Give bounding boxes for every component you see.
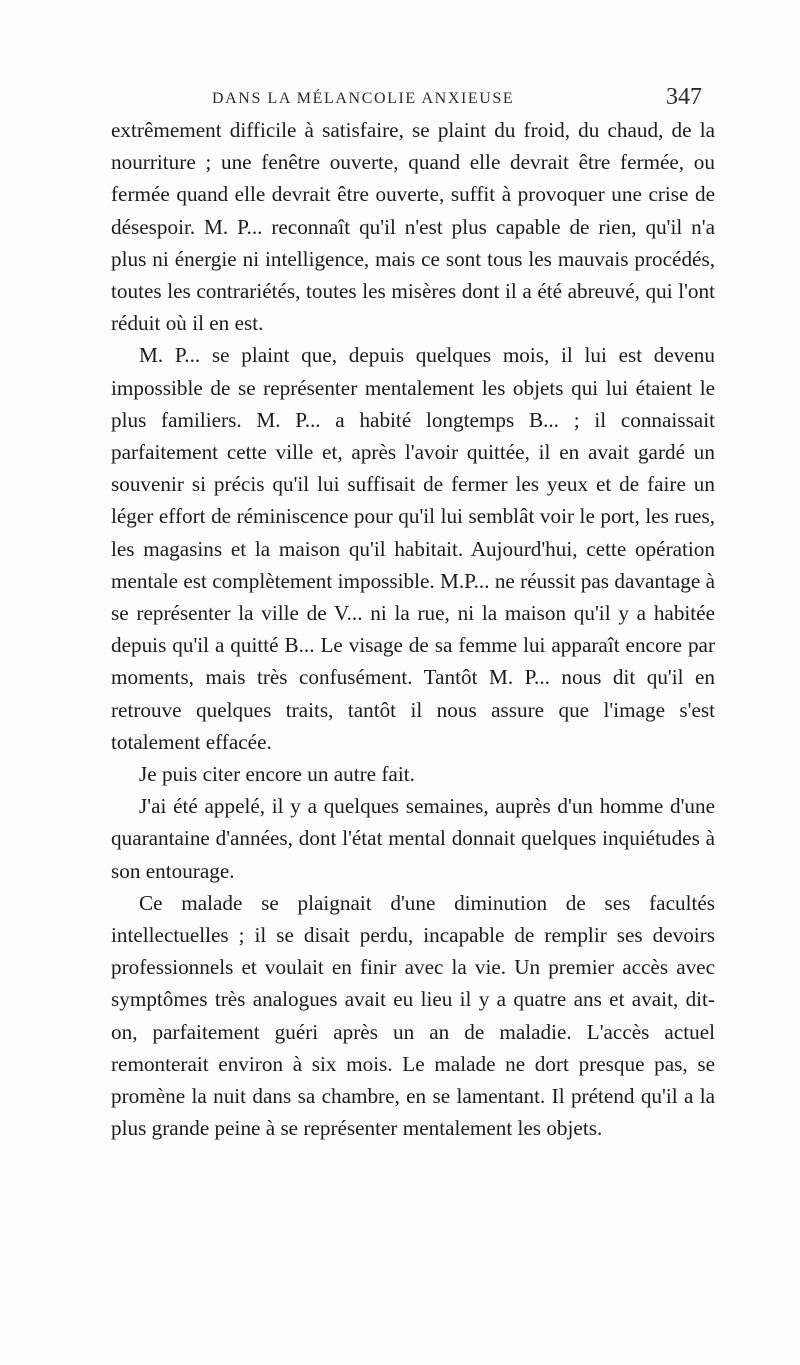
running-title: DANS LA MÉLANCOLIE ANXIEUSE (212, 90, 515, 107)
body-text (111, 114, 715, 1145)
page-number: 347 (666, 84, 702, 110)
page-header (212, 86, 702, 116)
paragraph: M. P... se plaint que, depuis quelques mois, il lui est devenu impossible de se représenter mentalement les objets qui lui étaient le plus familiers. M. P... a habité longtemps B... ; il connaissait parfaitement cette ville et, après l'avoir quittée, il en avait gardé un souvenir si précis qu'il lui suffisait de fermer les yeux et de faire un léger effort de réminiscence pour qu'il lui semblât voir le port, les rues, les magasins et la maison qu'il habitait. Aujourd'hui, cette opération mentale est complètement impossible. M.P... ne réussit pas davantage à se représenter la ville de V... ni la rue, ni la maison qu'il y a habitée depuis qu'il a quitté B... Le visage de sa femme lui apparaît encore par moments, mais très confusément. Tantôt M. P... nous dit qu'il en retrouve quelques traits, tantôt il nous assure que l'image s'est totalement effacée. (111, 343, 715, 754)
paragraph: Ce malade se plaignait d'une diminution de ses facultés intellectuelles ; il se disait perdu, incapable de remplir ses devoirs professionnels et voulait en finir avec la vie. Un premier accès avec symptômes très analogues avait eu lieu il y a quatre ans et avait, dit-on, parfaitement guéri après un an de maladie. L'accès actuel remonterait environ à six mois. Le malade ne dort presque pas, se promène la nuit dans sa chambre, en se lamentant. Il prétend qu'il a la plus grande peine à se représenter mentalement les objets. (111, 890, 715, 1141)
paragraph: J'ai été appelé, il y a quelques semaines, auprès d'un homme d'une quarantaine d'années, dont l'état mental donnait quelques inquiétudes à son entourage. (111, 794, 715, 883)
paragraph: Je puis citer encore un autre fait. (139, 762, 415, 787)
paragraph-continuation: extrêmement difficile à satisfaire, se plaint du froid, du chaud, de la nourriture ; une fenêtre ouverte, quand elle devrait être fermée, ou fermée quand elle devrait être ouverte, suffit à provoquer une crise de désespoir. M. P... reconnaît qu'il n'est plus capable de rien, qu'il n'a plus ni énergie ni intelligence, mais ce sont tous les mauvais procédés, toutes les contrariétés, toutes les misères dont il a été abreuvé, qui l'ont réduit où il en est. (111, 118, 715, 336)
